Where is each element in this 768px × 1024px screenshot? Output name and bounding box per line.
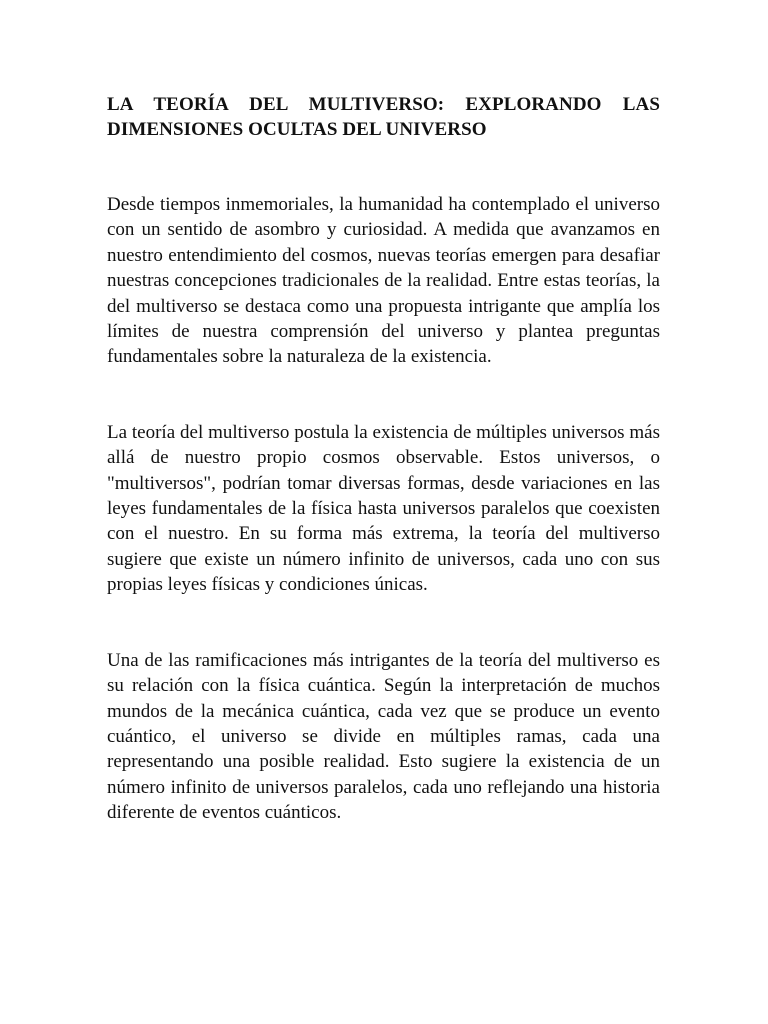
document-body xyxy=(107,92,660,876)
paragraph-2: La teoría del multiverso postula la existencia de múltiples universos más allá de nuestro propio cosmos observable. Estos universos, o "multiversos", podrían tomar diversas formas, desde variaciones en las leyes fundamentales de la física hasta universos paralelos que coexisten con el nuestro. En su forma más extrema, la teoría del multiverso sugiere que existe un número infinito de universos, cada uno con sus propias leyes físicas y condiciones únicas. xyxy=(107,421,660,596)
paragraph-1: Desde tiempos inmemoriales, la humanidad ha contemplado el universo con un sentido de asombro y curiosidad. A medida que avanzamos en nuestro entendimiento del cosmos, nuevas teorías emergen para desafiar nuestras concepciones tradicionales de la realidad. Entre estas teorías, la del multiverso se destaca como una propuesta intrigante que amplía los límites de nuestra comprensión del universo y plantea preguntas fundamentales sobre la naturaleza de la existencia. xyxy=(107,194,660,368)
document-title: LA TEORÍA DEL MULTIVERSO: EXPLORANDO LAS DIMENSIONES OCULTAS DEL UNIVERSO xyxy=(107,94,660,140)
paragraph-3: Una de las ramificaciones más intrigantes de la teoría del multiverso es su relación con la física cuántica. Según la interpretación de muchos mundos de la mecánica cuántica, cada vez que se produce un evento cuántico, el universo se divide en múltiples ramas, cada una representando una posible realidad. Esto sugiere la existencia de un número infinito de universos paralelos, cada uno reflejando una historia diferente de eventos cuánticos. xyxy=(107,649,660,824)
